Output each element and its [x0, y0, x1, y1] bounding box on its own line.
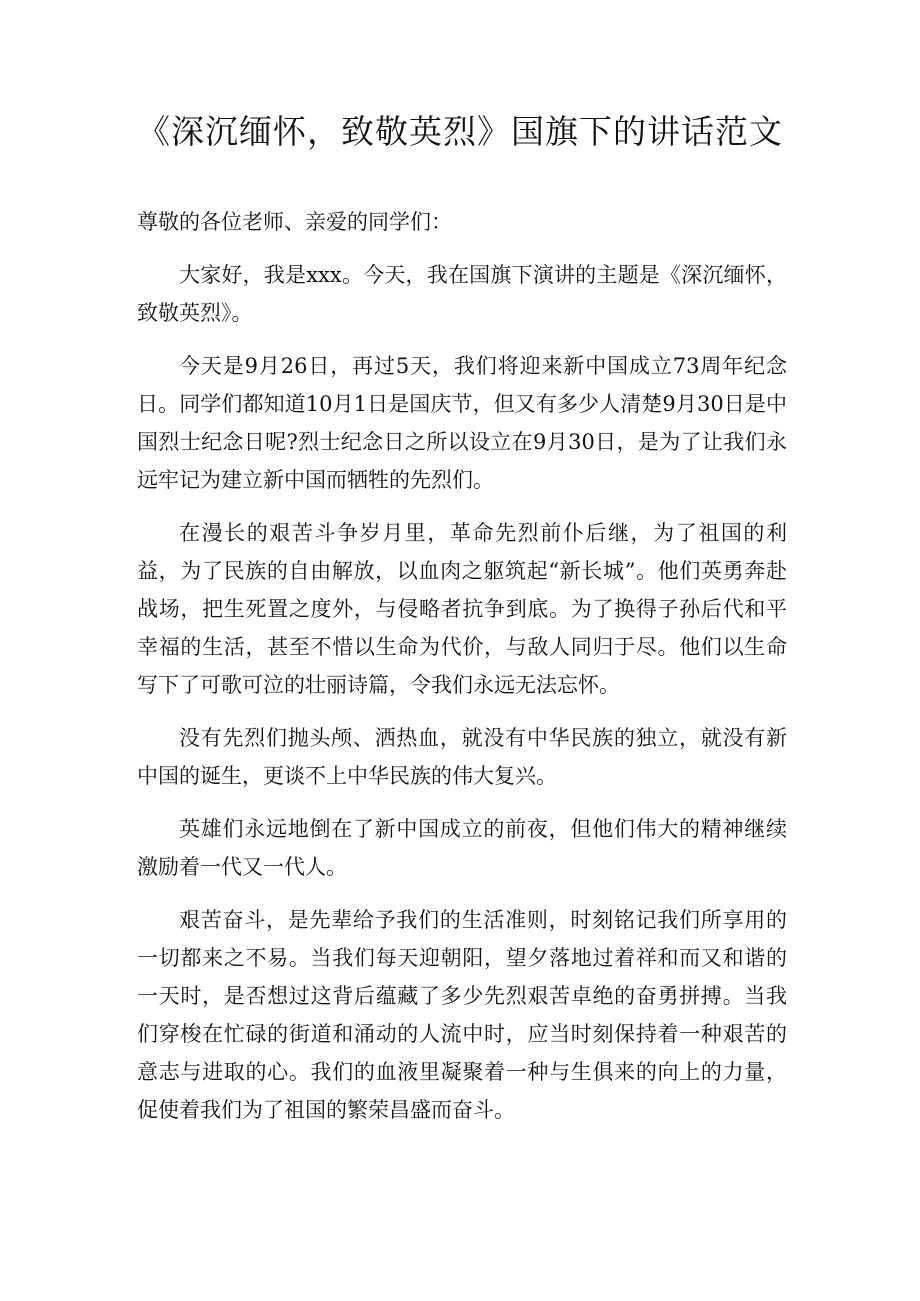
paragraph-intro: 大家好，我是xxx。今天，我在国旗下演讲的主题是《深沉缅怀，致敬英烈》。 — [137, 263, 787, 325]
document-title: 《深沉缅怀，致敬英烈》国旗下的讲话范文 — [137, 112, 783, 151]
paragraph-struggle: 在漫长的艰苦斗争岁月里，革命先烈前仆后继，为了祖国的利益，为了民族的自由解放，以血肉之躯筑起“新长城”。他们英勇奔赴战场，把生死置之度外，与侵略者抗争到底。为了换得子孙后代和平幸福的生活，甚至不惜以生命为代价，与敌人同归于尽。他们以生命写下了可歌可泣的壮丽诗篇，令我们永远无法忘怀。 — [137, 521, 787, 697]
paragraph-independence: 没有先烈们抛头颅、洒热血，就没有中华民族的独立，就没有新中国的诞生，更谈不上中华民族的伟大复兴。 — [137, 726, 787, 788]
paragraph-heroes: 英雄们永远地倒在了新中国成立的前夜，但他们伟大的精神继续激励着一代又一代人。 — [137, 817, 787, 879]
salutation: 尊敬的各位老师、亲爱的同学们： — [137, 210, 452, 234]
paragraph-martyrs-day: 今天是9月26日，再过5天，我们将迎来新中国成立73周年纪念日。同学们都知道10月1日是国庆节，但又有多少人清楚9月30日是中国烈士纪念日呢?烈士纪念日之所以设立在9月30日，是为了让我们永远牢记为建立新中国而牺牲的先烈们。 — [137, 354, 787, 492]
paragraph-hard-work: 艰苦奋斗，是先辈给予我们的生活准则，时刻铭记我们所享用的一切都来之不易。当我们每天迎朝阳，望夕落地过着祥和而又和谐的一天时，是否想过这背后蕴藏了多少先烈艰苦卓绝的奋勇拼搏。当我们穿梭在忙碌的街道和涌动的人流中时，应当时刻保持着一种艰苦的意志与进取的心。我们的血液里凝聚着一种与生俱来的向上的力量，促使着我们为了祖国的繁荣昌盛而奋斗。 — [137, 908, 787, 1122]
document-body — [137, 203, 787, 1144]
